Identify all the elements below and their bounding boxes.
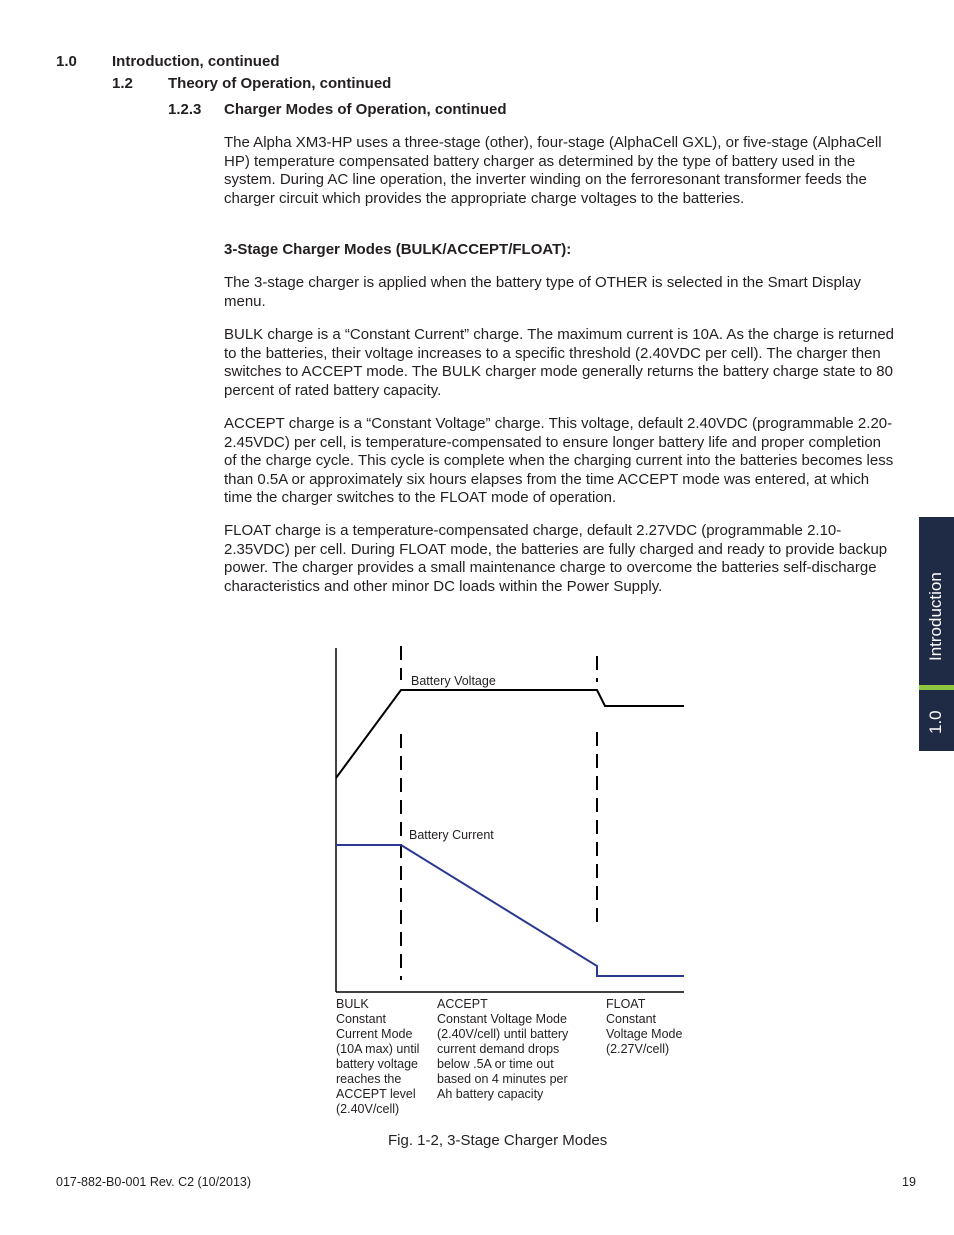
heading-number: 1.2 [112,75,133,92]
heading-text: Charger Modes of Operation, continued [224,101,507,118]
battery-voltage-line [336,690,684,778]
paragraph-applied: The 3-stage charger is applied when the battery type of OTHER is selected in the Smart Display menu. [224,274,861,310]
heading-number: 1.2.3 [168,101,202,118]
battery-voltage-label: Battery Voltage [411,674,496,688]
heading-text: Theory of Operation, continued [168,75,392,92]
heading-1-2-3 [168,101,507,119]
figure-caption: Fig. 1-2, 3-Stage Charger Modes [388,1132,608,1149]
accept-mode-description: ACCEPT Constant Voltage Mode (2.40V/cell) until battery current demand drops below .5A or time out based on 4 minutes per Ah battery capacity [437,997,569,1101]
battery-current-line [336,845,684,976]
paragraph-float: FLOAT charge is a temperature-compensated charge, default 2.27VDC (programmable 2.10-2.35VDC) per cell. During FLOAT mode, the batteries are fully charged and ready to provide backup power. The charger provides a small maintenance charge to overcome the batteries self-discharge characteristics and other minor DC loads within the Power Supply. [224,522,888,595]
paragraph-bulk: BULK charge is a “Constant Current” charge. The maximum current is 10A. As the charge is returned to the batteries, their voltage increases to a specific threshold (2.40VDC per cell). The charger then switches to ACCEPT mode. The BULK charger mode generally returns the battery charge state to 80 percent of rated battery capacity. [224,326,895,399]
heading-1-2 [112,75,392,93]
subheading-3-stage: 3-Stage Charger Modes (BULK/ACCEPT/FLOAT): [224,241,572,258]
page-number: 19 [902,1175,916,1189]
heading-number: 1.0 [56,53,77,70]
heading-text: Introduction, continued [112,53,280,70]
footer-doc-id: 017-882-B0-001 Rev. C2 (10/2013) [56,1175,252,1189]
side-tab-section: 1.0 [926,710,945,734]
bulk-mode-description: BULK Constant Current Mode (10A max) until battery voltage reaches the ACCEPT level (2.40V/cell) [336,997,420,1116]
side-tab-title: Introduction [926,572,945,661]
battery-current-label: Battery Current [409,828,494,842]
paragraph-accept: ACCEPT charge is a “Constant Voltage” charge. This voltage, default 2.40VDC (programmable 2.20-2.45VDC) per cell, is temperature-compensated to ensure longer battery life and proper completion of the charge cycle. This cycle is complete when the charging current into the batteries becomes less than 0.5A or approximately six hours elapses from the time ACCEPT mode was entered, at which time the charger switches to the FLOAT mode of operation. [224,415,894,507]
paragraph-intro: The Alpha XM3-HP uses a three-stage (other), four-stage (AlphaCell GXL), or five-stage (AlphaCell HP) temperature compensated battery charger as determined by the type of battery used in the system. During AC line operation, the inverter winding on the ferroresonant transformer feeds the charger circuit which provides the appropriate charge voltages to the batteries. [224,134,882,207]
float-mode-description: FLOAT Constant Voltage Mode (2.27V/cell) [606,997,683,1056]
charger-modes-diagram [320,640,700,1000]
heading-1-0 [56,53,280,71]
